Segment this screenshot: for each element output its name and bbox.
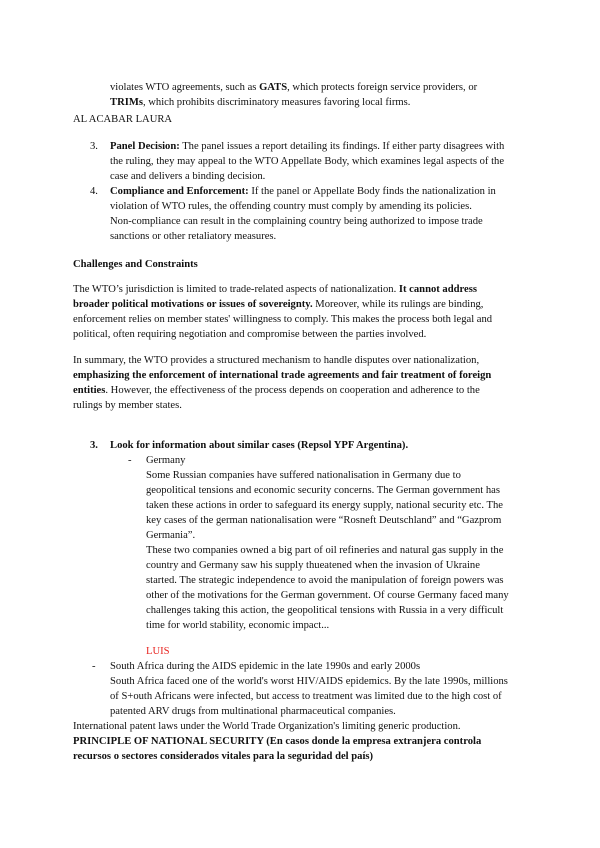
text-line [73, 313, 492, 327]
text-run: , which prohibits discriminatory measures favoring local firms. [142, 97, 411, 108]
section-heading [73, 258, 198, 272]
text-run: In summary, the WTO provides a structured mechanism to handle disputes over nationalization, [73, 355, 480, 366]
text-line [110, 96, 410, 110]
text-run: sanctions or other retaliatory measures. [110, 231, 277, 242]
text-line [110, 81, 477, 95]
text-line [146, 469, 461, 483]
text-run: of S+outh Africans were infected, but access to treatment was limited due to the high cost of [110, 691, 502, 702]
text-run: Germany [146, 455, 186, 466]
bold-text: TRIMs [110, 97, 143, 108]
text-line [146, 645, 170, 659]
bold-text: Challenges and Constraints [73, 259, 198, 270]
text-line [110, 185, 496, 199]
text-run: These two companies owned a big part of oil refineries and natural gas supply in the [146, 545, 504, 556]
text-line [110, 660, 420, 674]
text-line [110, 439, 408, 453]
text-run: enforcement relies on member states' willingness to comply. This makes the process both legal and [73, 314, 493, 325]
text-run: South Africa during the AIDS epidemic in the late 1990s and early 2000s [110, 661, 421, 672]
text-line [110, 215, 483, 229]
text-run: violates WTO agreements, such as [110, 82, 260, 93]
text-line [146, 514, 501, 528]
text-line [110, 690, 502, 704]
text-line [110, 230, 276, 244]
text-run: other of the motivations for the German government. Of course Germany faced many [146, 590, 509, 601]
bold-text: GATS [259, 82, 288, 93]
text-line [146, 454, 185, 468]
text-run: Some Russian companies have suffered nationalisation in Germany due to [146, 470, 461, 481]
text-line [110, 170, 265, 184]
text-line [73, 328, 426, 342]
text-run: Moreover, while its rulings are binding, [312, 299, 484, 310]
text-line [73, 720, 461, 734]
text-run: violation of WTO rules, the offending country must comply by amending its policies. [110, 201, 472, 212]
text-line [146, 619, 329, 633]
text-run: Germania”. [146, 530, 196, 541]
text-run: case and delivers a binding decision. [110, 171, 266, 182]
text-line [110, 675, 508, 689]
bold-text: PRINCIPLE OF NATIONAL SECURITY (En casos donde la empresa extranjera controla [73, 736, 482, 747]
bold-text: broader political motivations or issues of sovereignty. [73, 299, 313, 310]
list-marker: 3. [90, 440, 98, 451]
text-line [73, 354, 479, 368]
text-line [73, 298, 483, 312]
text-run: political, often requiring negotiation and compromise between the parties involved. [73, 329, 427, 340]
text-run: started. The strategic independence to avoid the manipulation of foreign powers was [146, 575, 504, 586]
text-run: challenges taking this action, the geopolitical tensions with Russia in a very difficult [146, 605, 504, 616]
bold-text: emphasizing the enforcement of international trade agreements and fair treatment of foreign [73, 370, 492, 381]
text-line [73, 750, 373, 764]
text-line [110, 140, 504, 154]
bold-text: It cannot address [398, 284, 477, 295]
text-line [73, 113, 172, 127]
text-run: time for world stability, economic impact... [146, 620, 330, 631]
text-line [146, 544, 503, 558]
text-line [110, 705, 396, 719]
text-run: geopolitical tensions and economic security concerns. The German government has [146, 485, 500, 496]
bold-text: Compliance and Enforcement: [110, 186, 249, 197]
text-line [146, 529, 195, 543]
text-line [110, 200, 472, 214]
text-run: . However, the effectiveness of the process depends on cooperation and adherence to the [105, 385, 480, 396]
text-run: AL ACABAR LAURA [73, 114, 173, 125]
text-line [73, 369, 491, 383]
text-line [73, 399, 182, 413]
text-line [73, 384, 480, 398]
bold-text: Panel Decision: [110, 141, 180, 152]
text-line [146, 484, 500, 498]
text-run: The WTO’s jurisdiction is limited to trade-related aspects of nationalization. [73, 284, 399, 295]
text-run: patented ARV drugs from multinational pharmaceutical companies. [110, 706, 396, 717]
text-run: key cases of the german nationalisation were “Rosneft Deutschland” and “Gazprom [146, 515, 502, 526]
text-run: If the panel or Appellate Body finds the nationalization in [248, 186, 496, 197]
text-line [110, 155, 504, 169]
bold-text: recursos o sectores considerados vitales para la seguridad del país) [73, 751, 374, 762]
text-line [146, 589, 509, 603]
text-run: , which protects foreign service providers, or [287, 82, 478, 93]
text-line [146, 604, 503, 618]
list-marker: 4. [90, 186, 98, 197]
text-run: South Africa faced one of the world's worst HIV/AIDS epidemics. By the late 1990s, millions [110, 676, 508, 687]
text-line [146, 574, 504, 588]
text-run: the ruling, they may appeal to the WTO Appellate Body, which examines legal aspects of the [110, 156, 505, 167]
text-line [146, 559, 480, 573]
list-marker: - [128, 455, 132, 466]
text-run: LUIS [146, 646, 170, 657]
text-line [73, 735, 481, 749]
text-run: Non-compliance can result in the complaining country being authorized to impose trade [110, 216, 483, 227]
bold-text: entities [73, 385, 106, 396]
text-run: rulings by member states. [73, 400, 182, 411]
text-line [146, 499, 503, 513]
list-marker: - [92, 661, 96, 672]
text-run: International patent laws under the World Trade Organization's limiting generic production. [73, 721, 461, 732]
bold-text: Look for information about similar cases (Repsol YPF Argentina). [110, 440, 409, 451]
text-run: country and Germany saw his supply thueatened when the invasion of Ukraine [146, 560, 480, 571]
text-run: The panel issues a report detailing its findings. If either party disagrees with [179, 141, 505, 152]
list-marker: 3. [90, 141, 98, 152]
text-run: taken these actions in order to safeguard its energy supply, national security etc. The [146, 500, 503, 511]
text-line [73, 283, 477, 297]
